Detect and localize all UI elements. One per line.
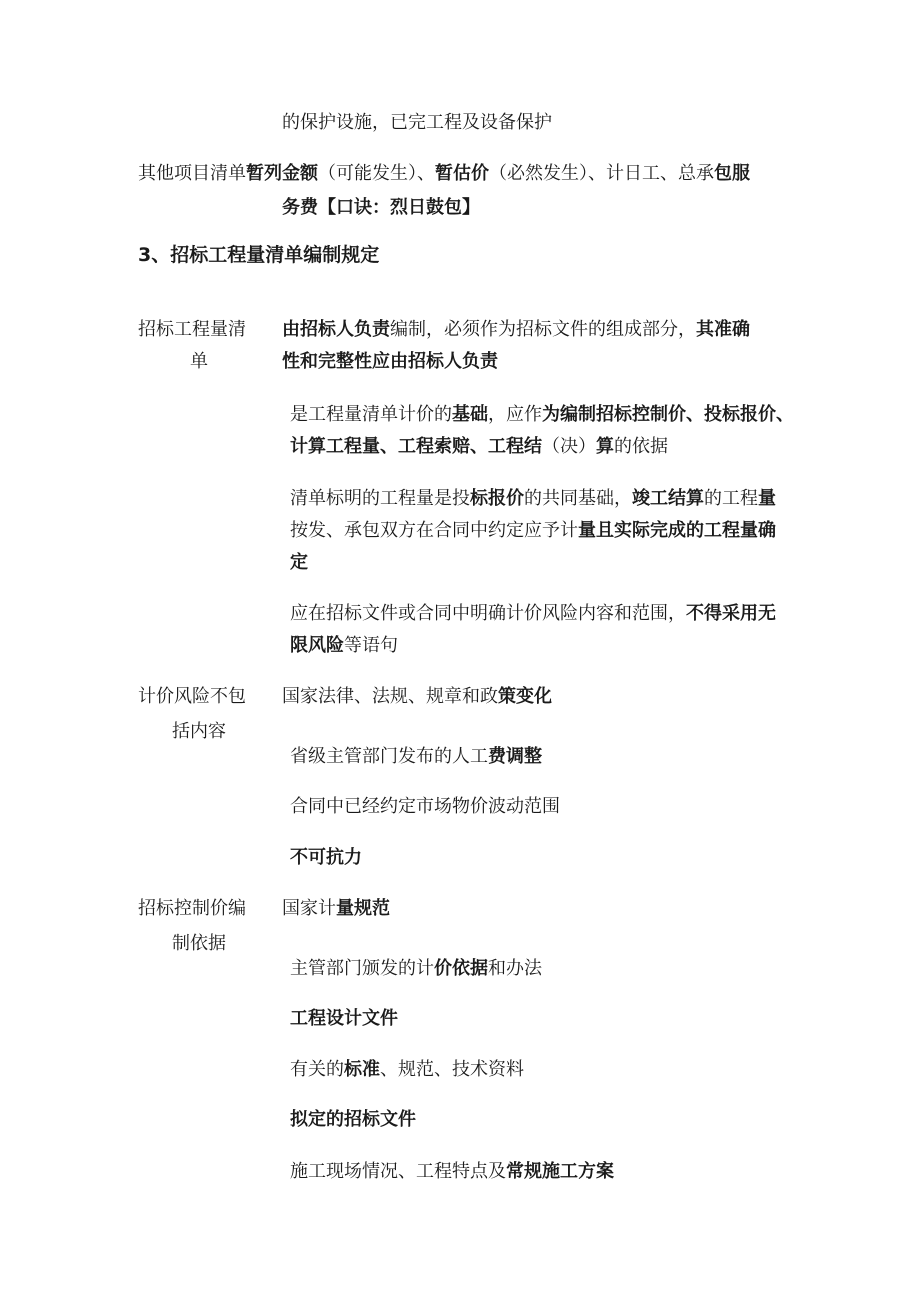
section-heading: 3、招标工程量清单编制规定 [138,244,380,266]
bill-risk-line-2: 限风险等语句 [290,635,398,656]
bill-quantity-line-3: 定 [290,552,308,573]
risk-item-price: 合同中已经约定市场物价波动范围 [290,796,560,817]
row-label-bill-cont: 单 [190,351,208,372]
row-label-control-cont: 制依据 [172,933,226,954]
bill-line-2: 性和完整性应由招标人负责 [282,351,498,372]
risk-item-law: 国家法律、法规、规章和政策变化 [282,686,552,707]
risk-item-force-majeure: 不可抗力 [290,847,362,868]
control-item-design: 工程设计文件 [290,1008,398,1029]
bill-risk-line-1: 应在招标文件或合同中明确计价风险内容和范围，不得采用无 [290,603,776,624]
row-label-risk: 计价风险不包 [138,686,246,707]
control-item-standards: 有关的标准、规范、技术资料 [290,1059,524,1080]
text-line-protection: 的保护设施，已完工程及设备保护 [282,112,552,133]
bill-line-1: 由招标人负责编制，必须作为招标文件的组成部分，其准确 [282,319,750,340]
bill-basis-line-1: 是工程量清单计价的基础，应作为编制招标控制价、投标报价、 [290,404,794,425]
bill-quantity-line-2: 按发、承包双方在合同中约定应予计量且实际完成的工程量确 [290,520,776,541]
control-item-tender-docs: 拟定的招标文件 [290,1109,416,1130]
risk-item-labor: 省级主管部门发布的人工费调整 [290,746,542,767]
bill-quantity-line-1: 清单标明的工程量是投标报价的共同基础，竣工结算的工程量 [290,488,776,509]
control-item-site: 施工现场情况、工程特点及常规施工方案 [290,1161,614,1182]
text-line-mnemonic: 务费【口诀：烈日鼓包】 [282,197,480,218]
row-label-risk-cont: 括内容 [172,721,226,742]
row-label-control: 招标控制价编 [138,898,246,919]
control-item-spec: 国家计量规范 [282,898,390,919]
text-line-other-items: 其他项目清单暂列金额（可能发生）、暂估价（必然发生）、计日工、总承包服 [138,163,750,184]
row-label-bill: 招标工程量清 [138,319,246,340]
control-item-pricing: 主管部门颁发的计价依据和办法 [290,958,542,979]
bill-basis-line-2: 计算工程量、工程索赔、工程结（决）算的依据 [290,436,668,457]
